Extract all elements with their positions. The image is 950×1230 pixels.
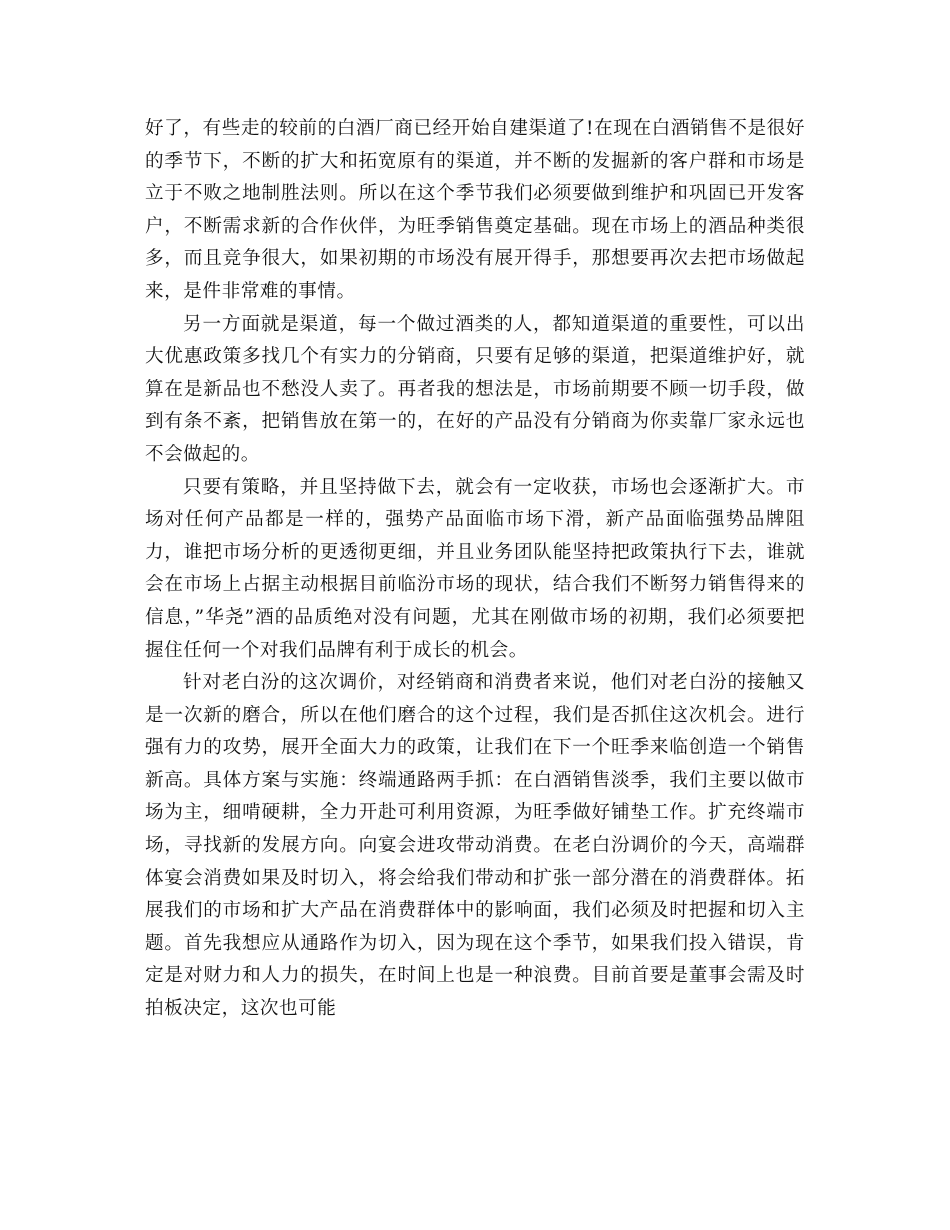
document-body <box>145 113 805 1026</box>
paragraph-4: 针对老白汾的这次调价，对经销商和消费者来说，他们对老白汾的接触又是一次新的磨合，所以在他们磨合的这个过程，我们是否抓住这次机会。进行强有力的攻势，展开全面大力的政策，让我们在下一个旺季来临创造一个销售新高。具体方案与实施：终端通路两手抓：在白酒销售淡季，我们主要以做市场为主，细啃硬耕，全力开赴可利用资源，为旺季做好铺垫工作。扩充终端市场，寻找新的发展方向。向宴会进攻带动消费。在老白汾调价的今天，高端群体宴会消费如果及时切入，将会给我们带动和扩张一部分潜在的消费群体。拓展我们的市场和扩大产品在消费群体中的影响面，我们必须及时把握和切入主题。首先我想应从通路作为切入，因为现在这个季节，如果我们投入错误，肯定是对财力和人力的损失，在时间上也是一种浪费。目前首要是董事会需及时拍板决定，这次也可能 <box>145 672 805 1020</box>
paragraph-1: 好了，有些走的较前的白酒厂商已经开始自建渠道了!在现在白酒销售不是很好的季节下，不断的扩大和拓宽原有的渠道，并不断的发掘新的客户群和市场是立于不败之地制胜法则。所以在这个季节我们必须要做到维护和巩固已开发客户，不断需求新的合作伙伴，为旺季销售奠定基础。现在市场上的酒品种类很多，而且竞争很大，如果初期的市场没有展开得手，那想要再次去把市场做起来，是件非常难的事情。 <box>145 118 805 302</box>
paragraph-3: 只要有策略，并且坚持做下去，就会有一定收获，市场也会逐渐扩大。市场对任何产品都是一样的，强势产品面临市场下滑，新产品面临强势品牌阻力，谁把市场分析的更透彻更细，并且业务团队能坚持把政策执行下去，谁就会在市场上占据主动根据目前临汾市场的现状，结合我们不断努力销售得来的信息，”华尧”酒的品质绝对没有问题，尤其在刚做市场的初期，我们必须要把握住任何一个对我们品牌有利于成长的机会。 <box>145 476 805 661</box>
paragraph-2: 另一方面就是渠道，每一个做过酒类的人，都知道渠道的重要性，可以出大优惠政策多找几个有实力的分销商，只要有足够的渠道，把渠道维护好，就算在是新品也不愁没人卖了。再者我的想法是，市场前期要不顾一切手段，做到有条不紊，把销售放在第一的，在好的产品没有分销商为你卖靠厂家永远也不会做起的。 <box>145 313 805 465</box>
